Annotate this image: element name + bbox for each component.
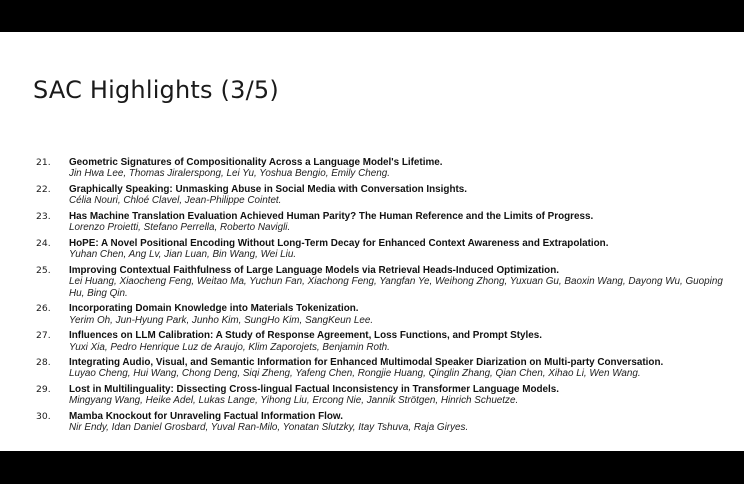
- paper-title: Improving Contextual Faithfulness of Large Language Models via Retrieval Heads-Induced Optimization.: [69, 264, 559, 276]
- item-number: 25.: [36, 264, 51, 276]
- paper-list: [36, 157, 736, 438]
- paper-title: Incorporating Domain Knowledge into Materials Tokenization.: [69, 303, 359, 315]
- paper-authors: Jin Hwa Lee, Thomas Jiralerspong, Lei Yu, Yoshua Bengio, Emily Cheng.: [69, 168, 390, 180]
- paper-authors: Lorenzo Proietti, Stefano Perrella, Roberto Navigli.: [69, 222, 291, 234]
- paper-title: Influences on LLM Calibration: A Study of Response Agreement, Loss Functions, and Prompt Styles.: [69, 330, 542, 342]
- item-number: 29.: [36, 384, 51, 396]
- list-item: [36, 238, 736, 261]
- list-item: [36, 265, 736, 299]
- paper-title: HoPE: A Novel Positional Encoding Without Long-Term Decay for Enhanced Context Awareness and Extrapolation.: [69, 237, 609, 249]
- paper-authors: Yuxi Xia, Pedro Henrique Luz de Araujo, Klim Zaporojets, Benjamin Roth.: [69, 341, 390, 353]
- list-item: [36, 157, 736, 180]
- paper-authors: Yerim Oh, Jun-Hyung Park, Junho Kim, SungHo Kim, SangKeun Lee.: [69, 314, 374, 326]
- item-number: 30.: [36, 411, 51, 423]
- paper-authors: Célia Nouri, Chloé Clavel, Jean-Philippe Cointet.: [69, 195, 282, 207]
- paper-title: Mamba Knockout for Unraveling Factual Information Flow.: [69, 411, 343, 423]
- paper-authors: Lei Huang, Xiaocheng Feng, Weitao Ma, Yuchun Fan, Xiachong Feng, Yangfan Ye, Weihong Zhong, Yuxuan Gu, Baoxin Wang, Dayong Wu, Guoping Hu, Bing Qin.: [69, 276, 723, 299]
- item-number: 21.: [36, 157, 51, 168]
- paper-title: Has Machine Translation Evaluation Achieved Human Parity? The Human Reference and the Limits of Progress.: [69, 210, 594, 222]
- list-item: [36, 184, 736, 207]
- paper-title: Integrating Audio, Visual, and Semantic Information for Enhanced Multimodal Speaker Diarization on Multi-party Conversation.: [69, 357, 664, 369]
- paper-title: Lost in Multilinguality: Dissecting Cross-lingual Factual Inconsistency in Transformer Language Models.: [69, 384, 559, 396]
- item-number: 22.: [36, 183, 51, 195]
- paper-title: Graphically Speaking: Unmasking Abuse in Social Media with Conversation Insights.: [69, 183, 468, 195]
- list-item: [36, 357, 736, 380]
- item-number: 28.: [36, 357, 51, 369]
- list-item: [36, 211, 736, 234]
- paper-authors: Luyao Cheng, Hui Wang, Chong Deng, Siqi Zheng, Yafeng Chen, Rongjie Huang, Qinglin Zhang, Qian Chen, Xihao Li, Wen Wang.: [69, 368, 641, 380]
- slide-title: SAC Highlights (3/5): [33, 76, 279, 104]
- paper-title: Geometric Signatures of Compositionality Across a Language Model's Lifetime.: [69, 157, 443, 168]
- list-item: [36, 411, 736, 434]
- item-number: 23.: [36, 210, 51, 222]
- list-item: [36, 330, 736, 353]
- item-number: 27.: [36, 330, 51, 342]
- paper-authors: Nir Endy, Idan Daniel Grosbard, Yuval Ran-Milo, Yonatan Slutzky, Itay Tshuva, Raja Giryes.: [69, 422, 469, 434]
- item-number: 24.: [36, 237, 51, 249]
- paper-authors: Mingyang Wang, Heike Adel, Lukas Lange, Yihong Liu, Ercong Nie, Jannik Strötgen, Hinrich Schuetze.: [69, 395, 519, 407]
- list-item: [36, 303, 736, 326]
- item-number: 26.: [36, 303, 51, 315]
- list-item: [36, 384, 736, 407]
- slide: [0, 32, 744, 451]
- paper-authors: Yuhan Chen, Ang Lv, Jian Luan, Bin Wang, Wei Liu.: [69, 249, 297, 261]
